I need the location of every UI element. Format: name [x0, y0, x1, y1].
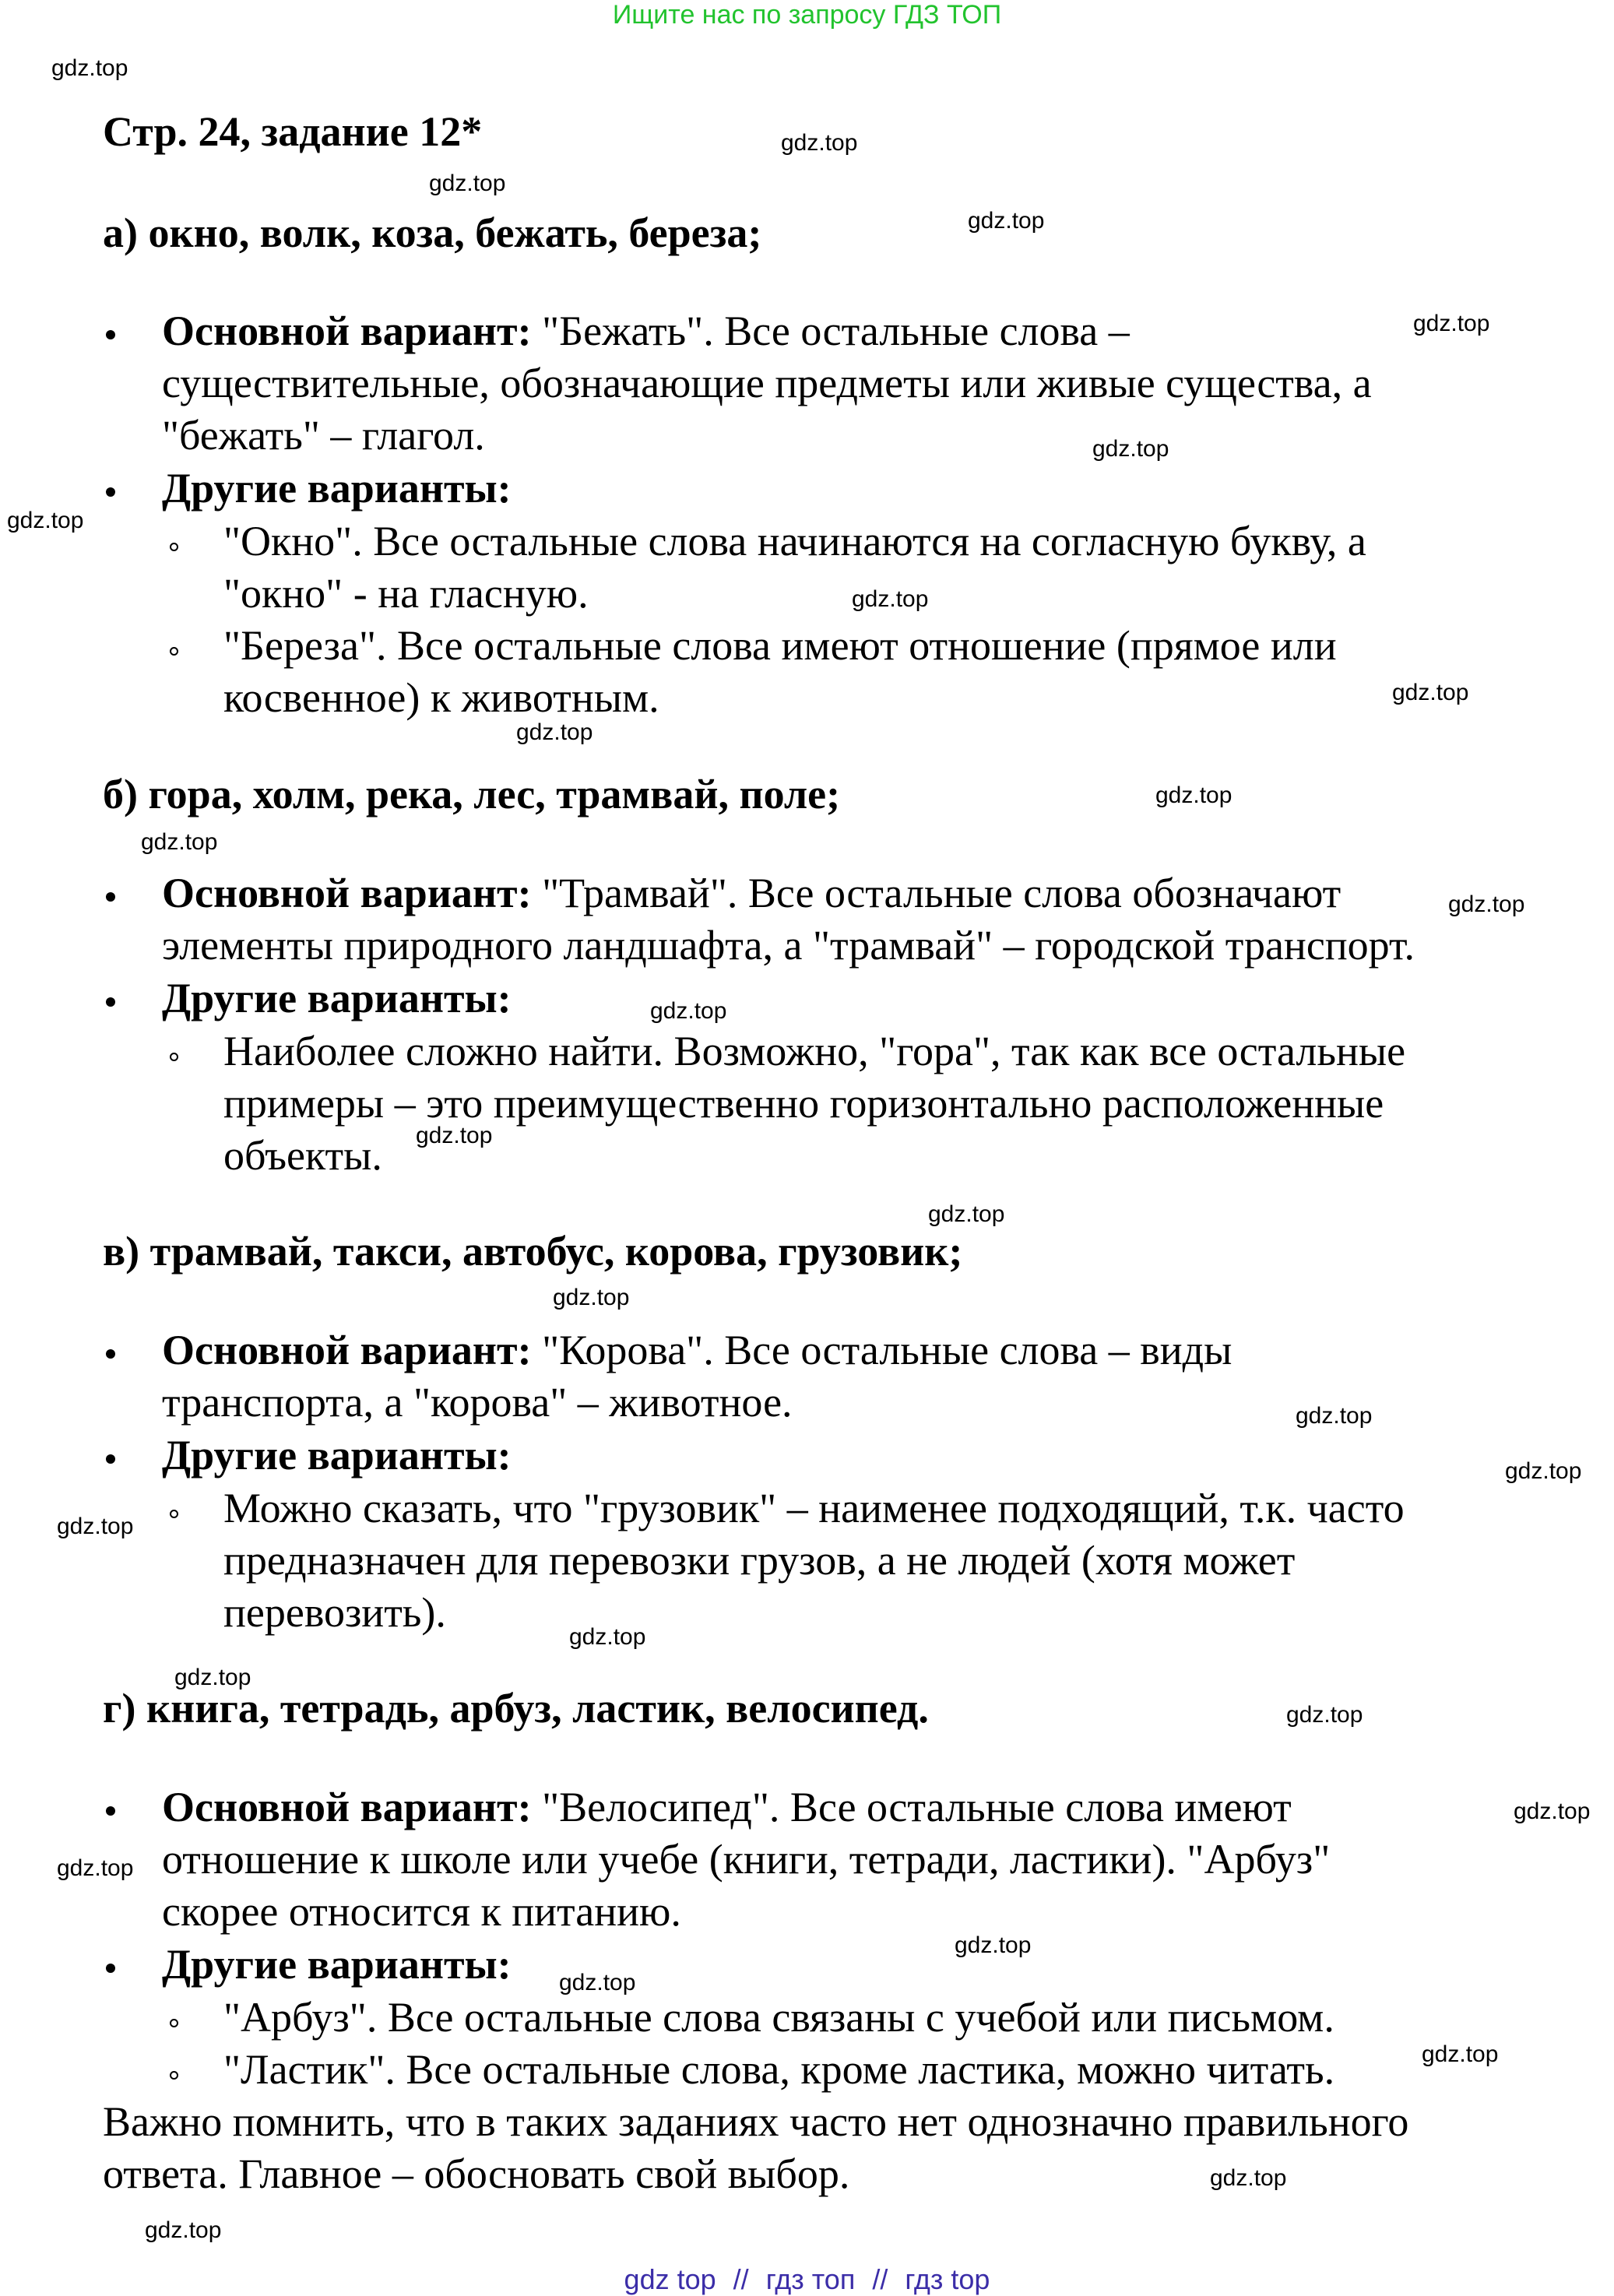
sub-bullet-icon — [170, 1053, 178, 1061]
watermark: gdz.top — [145, 2217, 222, 2243]
watermark: gdz.top — [852, 586, 929, 612]
watermark: gdz.top — [1092, 436, 1169, 462]
section-d-other-2-line-1: "Ластик". Все остальные слова, кроме ластика, можно читать. — [223, 2046, 1335, 2093]
section-c-other-1-line-3: перевозить). — [223, 1589, 446, 1636]
footer-link[interactable]: гдз топ — [765, 2263, 856, 2295]
sub-bullet-icon — [170, 2019, 178, 2027]
bullet-icon — [106, 1454, 115, 1464]
section-b-other-1-line-2: примеры – это преимущественно горизонтально расположенные — [223, 1080, 1384, 1127]
watermark: gdz.top — [516, 719, 593, 745]
watermark: gdz.top — [1286, 1702, 1363, 1728]
watermark: gdz.top — [928, 1201, 1005, 1227]
watermark: gdz.top — [141, 829, 218, 855]
section-d-others-label: Другие варианты: — [162, 1941, 512, 1988]
watermark: gdz.top — [7, 508, 84, 533]
sub-bullet-icon — [170, 543, 178, 551]
watermark: gdz.top — [553, 1285, 630, 1310]
watermark: gdz.top — [1296, 1403, 1373, 1429]
watermark: gdz.top — [1422, 2041, 1499, 2067]
section-c-other-1-line-2: предназначен для перевозки грузов, а не людей (хотя может — [223, 1537, 1296, 1584]
watermark: gdz.top — [1413, 311, 1490, 336]
watermark: gdz.top — [955, 1932, 1032, 1958]
main-text: "Корова". Все остальные слова – виды — [542, 1327, 1232, 1373]
watermark: gdz.top — [1505, 1458, 1582, 1484]
section-d-main-line-2: отношение к школе или учебе (книги, тетради, ластики). "Арбуз" — [162, 1836, 1331, 1883]
main-variant-label: Основной вариант: — [162, 1327, 532, 1373]
main-text: "Трамвай". Все остальные слова обозначают — [542, 870, 1341, 916]
section-b-main-line-2: элементы природного ландшафта, а "трамвай" – городской транспорт. — [162, 922, 1415, 969]
bullet-icon — [106, 1806, 115, 1816]
footer-separator: // — [733, 2263, 749, 2295]
main-text: "Велосипед". Все остальные слова имеют — [542, 1784, 1292, 1830]
watermark: gdz.top — [650, 998, 727, 1024]
watermark: gdz.top — [569, 1624, 646, 1650]
footer-separator: // — [872, 2263, 888, 2295]
watermark: gdz.top — [416, 1123, 493, 1148]
section-a-main-line-2: существительные, обозначающие предметы или живые существа, а — [162, 360, 1372, 406]
footer-link[interactable]: гдз top — [905, 2263, 990, 2295]
watermark: gdz.top — [174, 1665, 251, 1690]
section-c-main-line-2: транспорта, а "корова" – животное. — [162, 1379, 793, 1426]
section-b-other-1-line-1: Наиболее сложно найти. Возможно, "гора", так как все остальные — [223, 1028, 1406, 1074]
section-d-other-1-line-1: "Арбуз". Все остальные слова связаны с учебой или письмом. — [223, 1994, 1334, 2041]
bullet-icon — [106, 330, 115, 339]
bullet-icon — [106, 487, 115, 497]
watermark: gdz.top — [1210, 2165, 1287, 2191]
sub-bullet-icon — [170, 647, 178, 656]
watermark: gdz.top — [1155, 782, 1232, 808]
sub-bullet-icon — [170, 2071, 178, 2080]
section-c-others-label: Другие варианты: — [162, 1432, 512, 1479]
sub-bullet-icon — [170, 1510, 178, 1518]
section-a-main-line-3: "бежать" – глагол. — [162, 412, 485, 459]
section-b-main-line-1 — [162, 869, 1341, 917]
watermark: gdz.top — [968, 208, 1045, 234]
section-c-main-line-1 — [162, 1326, 1232, 1374]
conclusion-line-1: Важно помнить, что в таких заданиях часто нет однозначно правильного — [103, 2098, 1409, 2145]
watermark: gdz.top — [1514, 1798, 1591, 1824]
main-variant-label: Основной вариант: — [162, 308, 532, 354]
section-d-main-line-3: скорее относится к питанию. — [162, 1888, 681, 1935]
main-variant-label: Основной вариант: — [162, 1784, 532, 1830]
section-a-other-2-line-1: "Береза". Все остальные слова имеют отношение (прямое или — [223, 622, 1337, 669]
section-a-heading: а) окно, волк, коза, бежать, береза; — [103, 209, 762, 256]
bullet-icon — [106, 892, 115, 902]
section-b-heading: б) гора, холм, река, лес, трамвай, поле; — [103, 771, 841, 817]
section-c-heading: в) трамвай, такси, автобус, корова, грузовик; — [103, 1228, 963, 1275]
section-a-other-2-line-2: косвенное) к животным. — [223, 674, 659, 721]
watermark: gdz.top — [57, 1514, 134, 1539]
watermark: gdz.top — [51, 55, 128, 81]
watermark: gdz.top — [429, 171, 506, 196]
bullet-icon — [106, 997, 115, 1007]
section-d-heading: г) книга, тетрадь, арбуз, ластик, велосипед. — [103, 1685, 929, 1732]
bullet-icon — [106, 1349, 115, 1359]
footer-links — [0, 2263, 1614, 2296]
bullet-icon — [106, 1964, 115, 1973]
watermark: gdz.top — [781, 130, 858, 156]
section-b-other-1-line-3: объекты. — [223, 1132, 382, 1179]
top-banner[interactable]: Ищите нас по запросу ГДЗ ТОП — [612, 0, 1002, 30]
watermark: gdz.top — [57, 1855, 134, 1881]
conclusion-line-2: ответа. Главное – обосновать свой выбор. — [103, 2150, 850, 2197]
section-a-other-1-line-2: "окно" - на гласную. — [223, 570, 589, 617]
section-d-main-line-1 — [162, 1783, 1292, 1831]
footer-link[interactable]: gdz top — [624, 2263, 716, 2295]
section-b-others-label: Другие варианты: — [162, 975, 512, 1021]
watermark: gdz.top — [1448, 891, 1525, 917]
watermark: gdz.top — [559, 1970, 636, 1995]
section-c-other-1-line-1: Можно сказать, что "грузовик" – наименее подходящий, т.к. часто — [223, 1485, 1405, 1531]
section-a-main-line-1 — [162, 307, 1130, 355]
section-a-others-label: Другие варианты: — [162, 465, 512, 512]
main-text: "Бежать". Все остальные слова – — [542, 308, 1130, 354]
page-title: Стр. 24, задание 12* — [103, 108, 483, 155]
watermark: gdz.top — [1392, 680, 1469, 705]
main-variant-label: Основной вариант: — [162, 870, 532, 916]
section-a-other-1-line-1: "Окно". Все остальные слова начинаются на согласную букву, а — [223, 518, 1366, 564]
